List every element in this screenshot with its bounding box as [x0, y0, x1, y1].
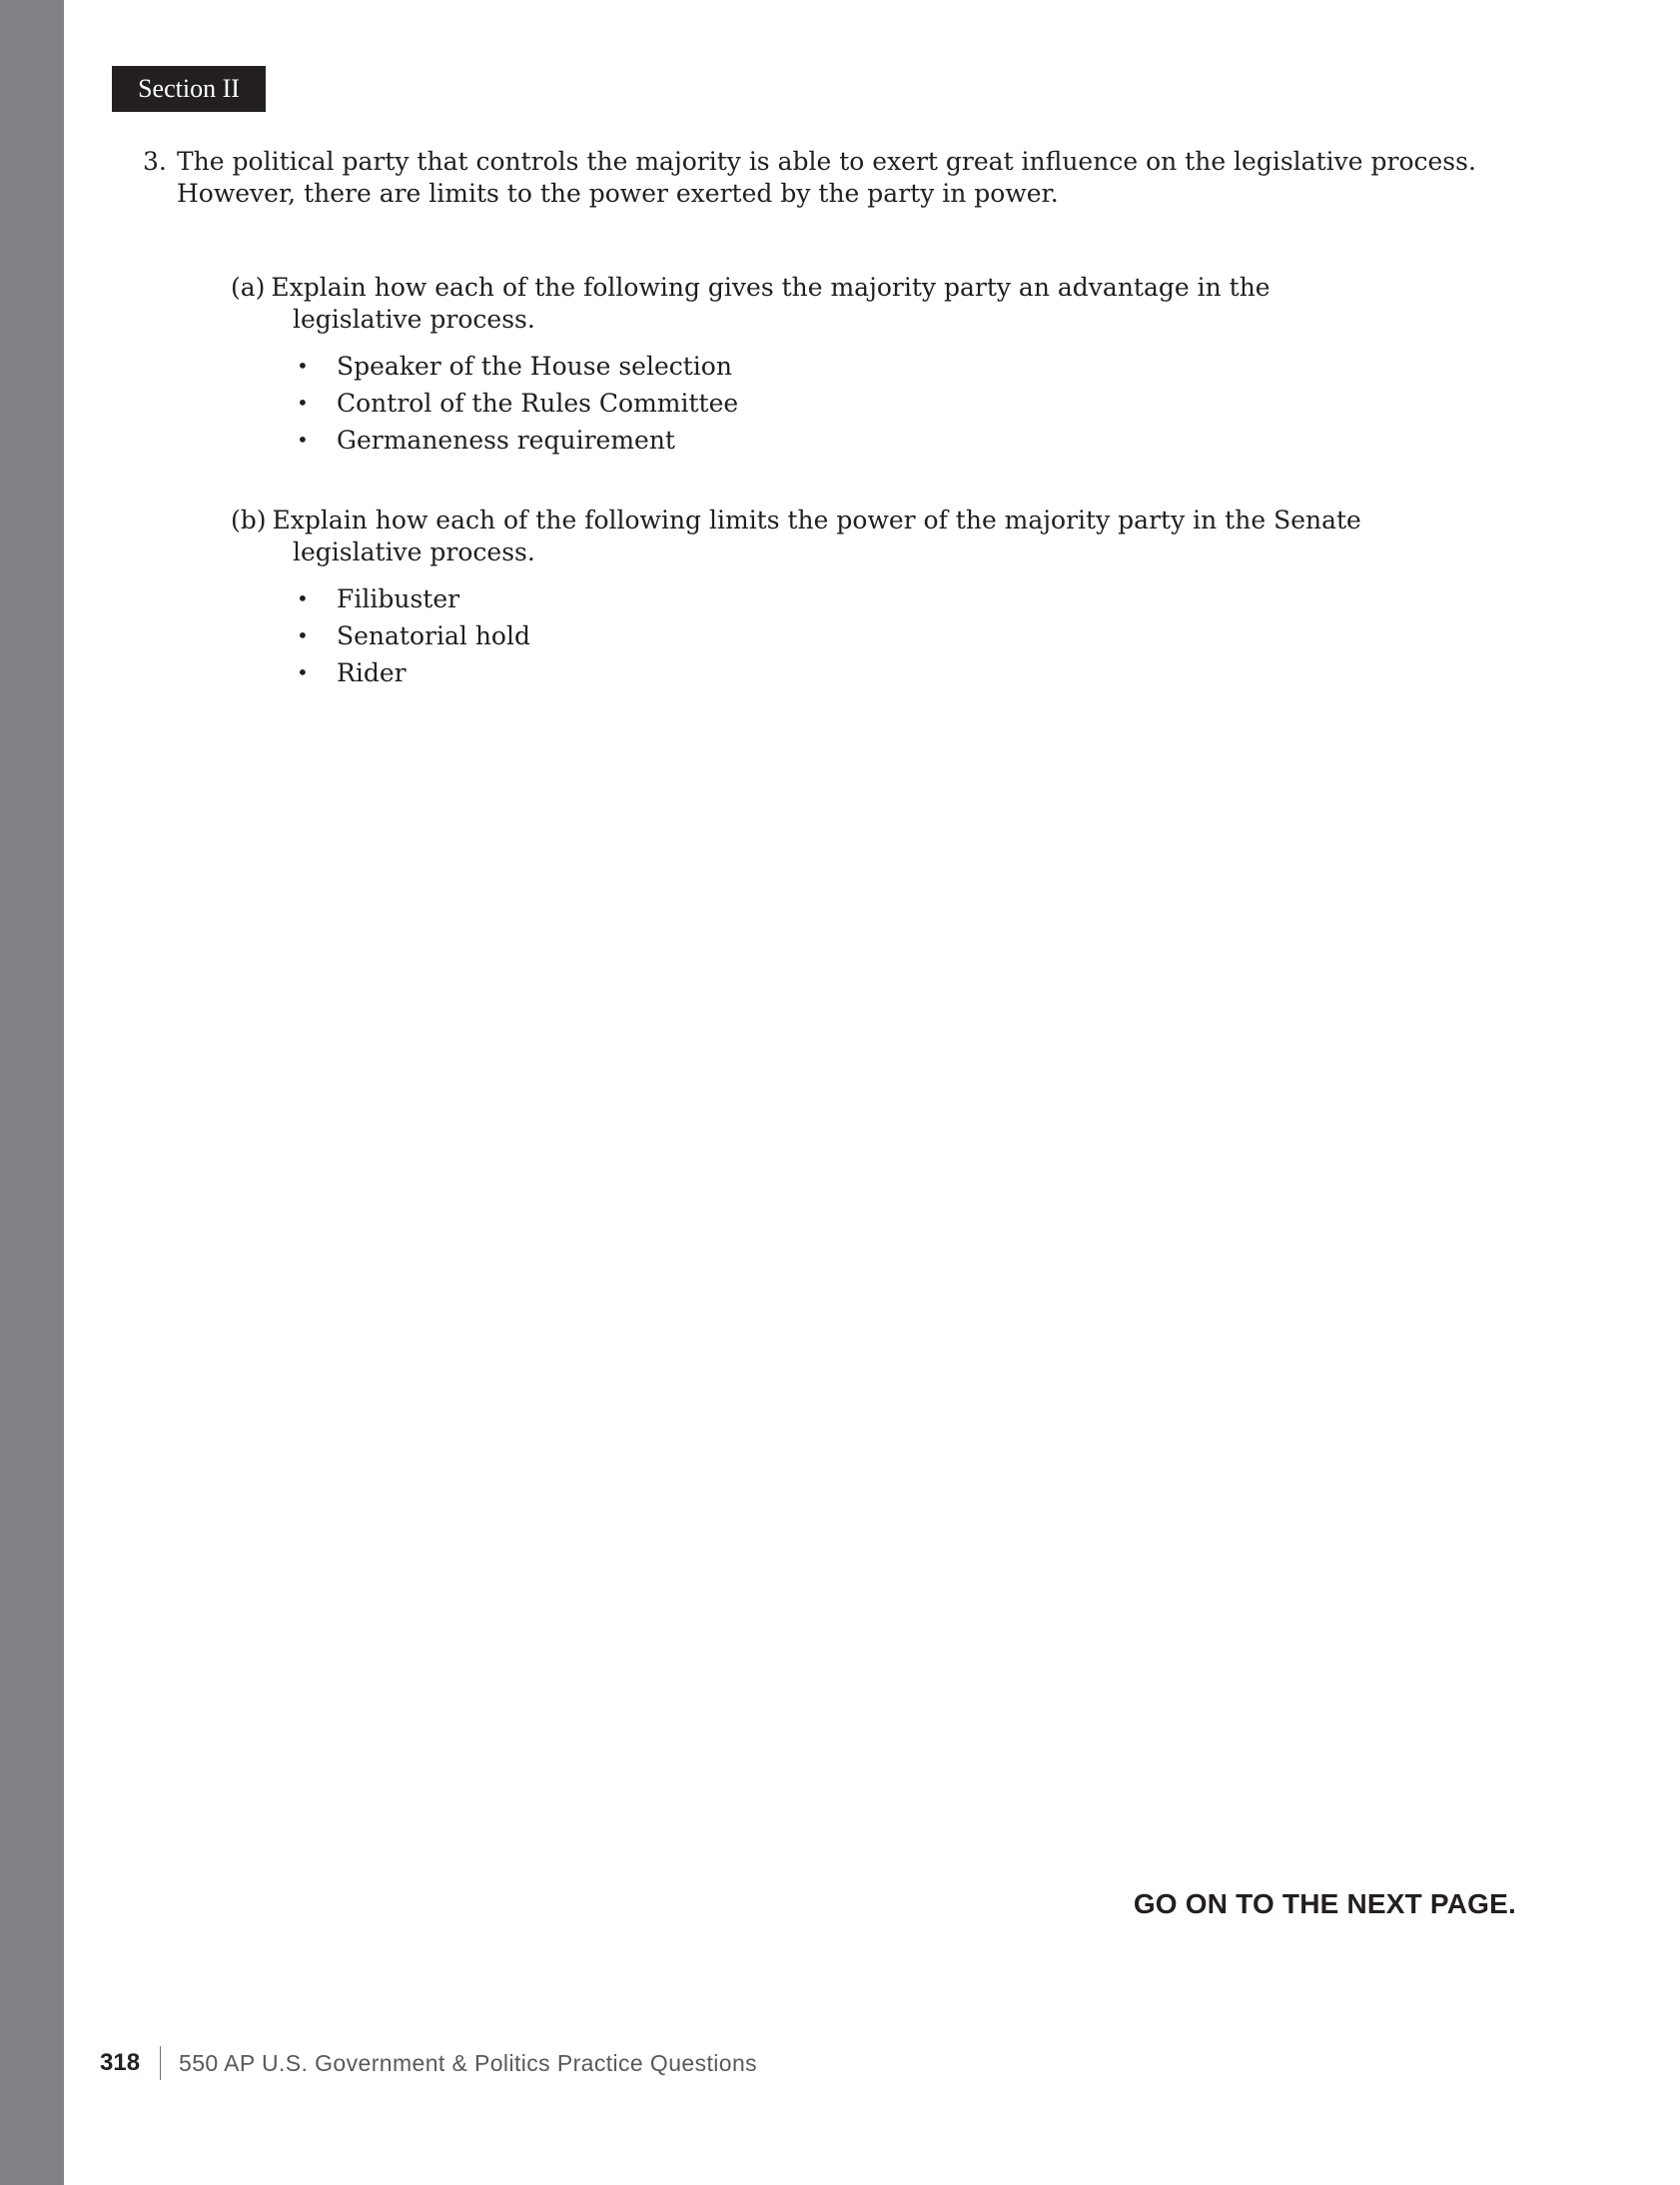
question-row [143, 146, 1501, 210]
part-b-prompt-row [231, 505, 1389, 568]
list-item [297, 654, 1389, 691]
list-item-text: Filibuster [337, 584, 460, 613]
page-footer [100, 2048, 757, 2078]
part-a-tag: (a) [231, 273, 266, 302]
question-text: The political party that controls the majority is able to exert great influence on the legislative process. However, there are limits to the power exerted by the party in power. [177, 147, 1476, 208]
part-a-bullet-list [231, 348, 1389, 459]
part-a-prompt: Explain how each of the following gives the majority party an advantage in the legislative process. [271, 273, 1270, 334]
part-b-bullet-list [231, 580, 1389, 691]
book-title: 550 AP U.S. Government & Politics Practice Questions [179, 2049, 758, 2076]
bullet-icon: • [297, 428, 309, 452]
part-b-prompt: Explain how each of the following limits the power of the majority party in the Senate legislative process. [272, 506, 1361, 566]
bullet-icon: • [297, 586, 309, 610]
part-b-tag: (b) [231, 506, 267, 535]
list-item [297, 385, 1389, 422]
list-item-text: Germaneness requirement [337, 426, 675, 455]
part-b [231, 505, 1389, 691]
bullet-icon: • [297, 623, 309, 647]
bullet-icon: • [297, 391, 309, 415]
page-number: 318 [100, 2049, 141, 2076]
page-side-bar [0, 0, 64, 2185]
section-label: Section II [112, 66, 266, 112]
part-a [231, 272, 1389, 459]
list-item-text: Control of the Rules Committee [337, 389, 739, 418]
list-item [297, 422, 1389, 459]
list-item [297, 580, 1389, 617]
list-item-text: Rider [337, 658, 407, 687]
part-a-prompt-row [231, 272, 1389, 336]
question-number: 3. [143, 147, 167, 176]
list-item [297, 617, 1389, 654]
list-item [297, 348, 1389, 385]
list-item-text: Senatorial hold [337, 621, 530, 650]
footer-divider [160, 2046, 161, 2080]
list-item-text: Speaker of the House selection [337, 352, 732, 381]
bullet-icon: • [297, 660, 309, 684]
go-on-next-page: GO ON TO THE NEXT PAGE. [1133, 1888, 1516, 1919]
question-3 [143, 146, 1501, 210]
bullet-icon: • [297, 354, 309, 378]
